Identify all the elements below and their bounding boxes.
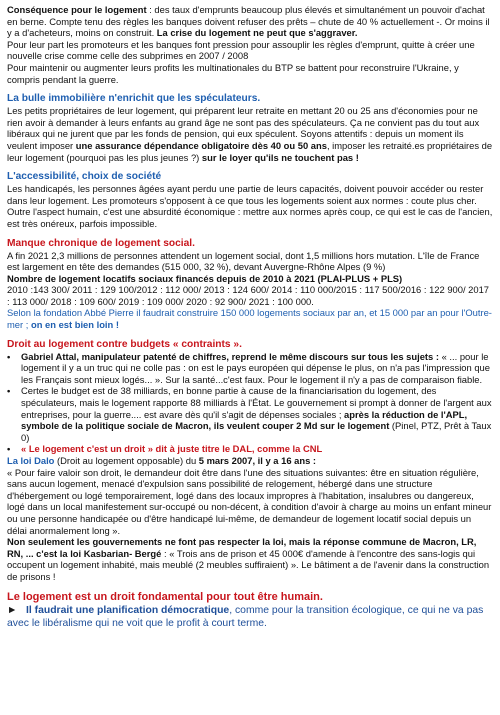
section-title-logement-social: Manque chronique de logement social. — [7, 237, 195, 249]
final-paragraph: ► Il faudrait une planification démocratique, comme pour la transition écologique, ce qui ne va pas avec le libéralisme qui ne voit que le profit à court terme. — [7, 604, 484, 629]
bullet-dal: • « Le logement c'est un droit » dit à juste titre le DAL, comme la CNL — [7, 443, 323, 455]
loi-dalo-line: La loi Dalo (Droit au logement opposable) du 5 mars 2007, il y a 16 ans : — [7, 455, 317, 466]
accessibilite-paragraph: Les handicapés, les personnes âgées ayant perdu une partie de leurs capacités, doivent pouvoir accéder ou rester dans leur logement. Les promoteurs s'opposent à ce que tous les logements soient aux normes : coute plus cher. Outre l'aspect humain, c'est une absurdité économique : mettre aux normes après coup, ce qui est le cas de l'ancien, est très onéreux, parfois impossible. — [7, 183, 493, 229]
consequence-paragraph: Conséquence pour le logement : des taux d'emprunts beaucoup plus élevés et simultanément un pouvoir d'achat en berne. Compte tenu des règles les banques doivent refuser des prêts – chute de 40 % actuellement -. Or moins il y a d'acheteurs, moins on construit. La crise du logement ne peut que s'aggraver. — [7, 4, 490, 39]
section-title-bulle: La bulle immobilière n'enrichit que les spéculateurs. — [7, 93, 261, 105]
bullet-dot: • — [7, 443, 11, 455]
logements-finances-heading: Nombre de logement locatifs sociaux financés depuis de 2010 à 2021 (PLAI-PLUS + PLS) — [7, 272, 403, 284]
loi-dalo-quote: « Pour faire valoir son droit, le demandeur doit être dans l'une des situations suivantes: être en situation régulière, sans aucun logement, menacé d'expulsion sans possibilité de relogement, hébergé dans une structure d'hébergement ou logé temporairement, logé dans des locaux impropres à l'habitation, insalubres ou dangereux, logé dans un local manifestement sur-occupé ou non-décent, à condition d'avoir à charge au moins un enfant mineur ou une personne handicapée ou d'être handicapé lui-même, de demandeur de logement locatif social depuis un délai anormalement long ». — [7, 466, 492, 536]
bullet-budget: • Certes le budget est de 38 milliards, en bonne partie à cause de la financiarisation du logement, des spéculateurs, mais le logement rapporte 88 milliards à l'État. Le gouvernement si prompt à donner de l'argent aux entreprises, pour la guerre.... est avare dès qu'il s'agit de dépenses sociales ; après la réduction de l'APL, symbole de la politique sociale de Macron, ils veulent couper 2 Md sur le logement (Pinel, PTZ, Prêt à Taux 0) — [7, 385, 492, 443]
btp-paragraph: Pour maintenir ou augmenter leurs profits les multinationales du BTP se battent pour reconstruire l'Ukraine, y compris pendant la guerre. — [7, 61, 459, 85]
kasbarian-paragraph: Non seulement les gouvernements ne font pas respecter la loi, mais la réponse commune de Macron, LR, RN, ... c'est la loi Kasbarian- Bergé : « Trois ans de prison et 45 000€ d'amende à l'encontre des sans-logis qui occupent un logement inhabité, mais meublé (2 meubles suffiraient) ». Le bâtiment a de l'avenir dans la construction de prisons ! — [7, 536, 490, 582]
arrow-right-icon: ► — [7, 604, 18, 616]
section-title-accessibilite: L'accessibilité, choix de société — [7, 171, 162, 183]
logements-finances-figures: 2010 :143 300/ 2011 : 129 100/2012 : 112 000/ 2013 : 124 600/ 2014 : 110 000/2015 : 117 500/2016 : 122 900/ 2017 : 113 000/ 2018 : 109 600/ 2019 : 109 000/ 2020 : 92 900/ 2021 : 100 000. — [7, 284, 490, 307]
bullet-dot: • — [7, 350, 11, 362]
bullet-dot: • — [7, 385, 11, 397]
consequence-lead: Conséquence pour le logement — [7, 4, 147, 15]
final-title: Le logement est un droit fondamental pour tout être humain. — [7, 590, 323, 603]
section-title-droit-budgets: Droit au logement contre budgets « contraints ». — [7, 338, 242, 350]
logement-social-paragraph: A fin 2021 2,3 millions de personnes attendent un logement social, dont 1,5 millions hors mutation. L'île de France est largement en tête des demandes (515 000, 32 %), devant Auvergne-Rhône Alpes (9 %) — [7, 249, 480, 273]
bullet-attal: • Gabriel Attal, manipulateur patenté de chiffres, reprend le même discours sur tous les sujets : « ... pour le logement il y a un truc qui ne colle pas : on est le pays européen qui dépense le plus, on n'a pas l'impression que les Français sont mieux logés... ». Sur la santé...c'est faux. Pour le logement il n'y a pas de comparaison fiable. — [7, 350, 490, 385]
bulle-paragraph: Les petits propriétaires de leur logement, qui préparent leur retraite en mettant 20 ou 25 ans d'économies pour ne rien avoir à demander à leurs enfants au grand âge ne sont pas des spéculateurs. Ça ne convient pas du tout aux libéraux qui ne jurent que par les fonds de pension, qui eux spéculent. Soyons attentifs : depuis un moment ils veulent imposer une assurance dépendance obligatoire dès 40 ou 50 ans, imposer les retraité.es propriétaires de leur logement (pourquoi pas les plus jeunes ?) sur le loyer qu'ils ne touchent pas ! — [7, 105, 493, 163]
abbe-pierre-paragraph: Selon la fondation Abbé Pierre il faudrait construire 150 000 logements sociaux par an, et 15 000 par an pour l'Outre-mer ; on en est bien loin ! — [7, 307, 492, 331]
promoters-paragraph: Pour leur part les promoteurs et les banques font pression pour assouplir les règles d'emprunt, quitte à créer une nouvelle crise comme celle des subprimes en 2007 / 2008 — [7, 38, 475, 62]
